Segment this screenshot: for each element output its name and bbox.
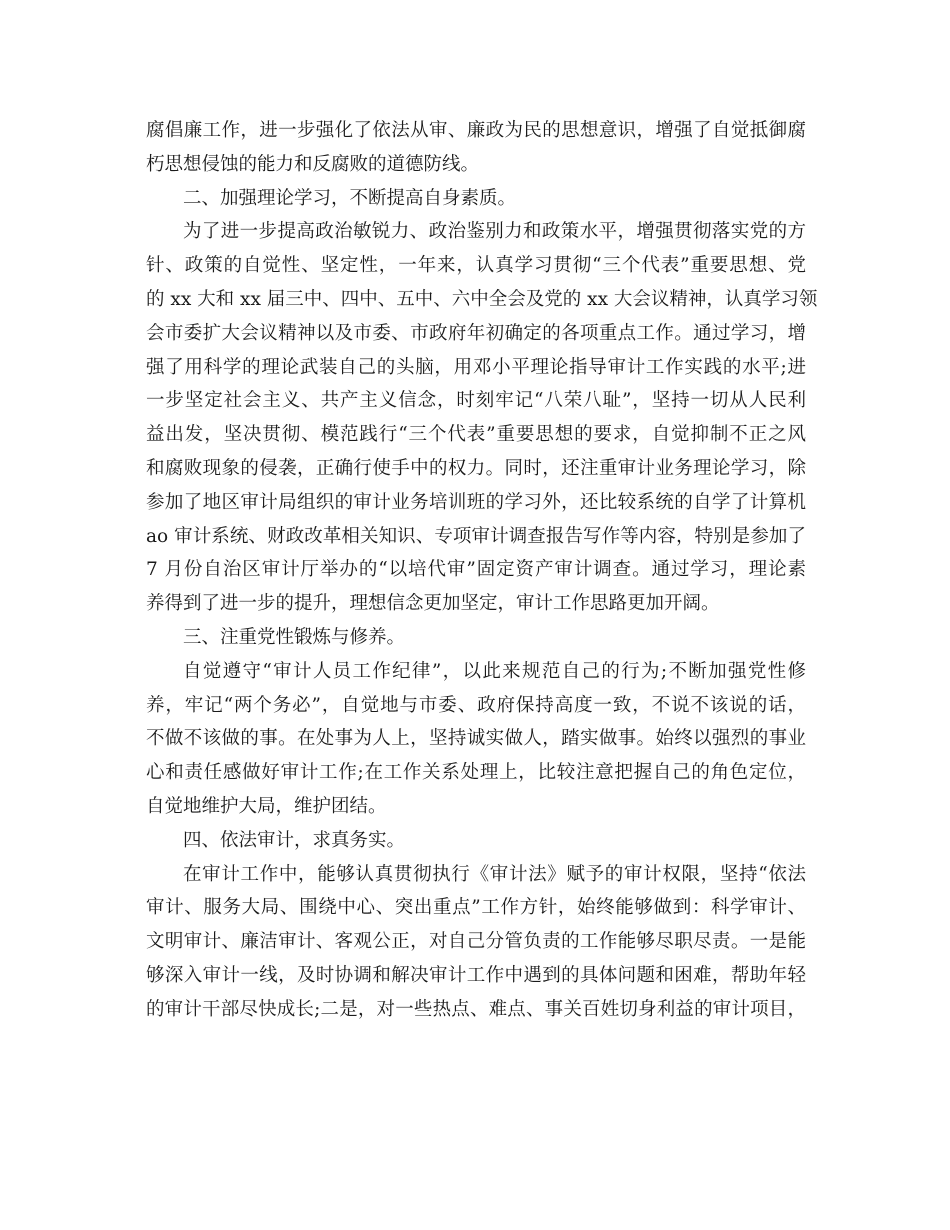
text-line: 一步坚定社会主义、共产主义信念，时刻牢记“八荣八耻”，坚持一切从人民利: [146, 390, 806, 412]
text-line: 不做不该做的事。在处事为人上，坚持诚实做人，踏实做事。始终以强烈的事业: [146, 728, 806, 750]
text-line: 心和责任感做好审计工作;在工作关系处理上，比较注意把握自己的角色定位，: [146, 762, 806, 784]
text-line: 自觉地维护大局，维护团结。: [146, 795, 387, 817]
text-line: ao 审计系统、财政改革相关知识、专项审计调查报告写作等内容，特别是参加了: [146, 525, 806, 547]
text-line: 强了用科学的理论武装自己的头脑，用邓小平理论指导审计工作实践的水平;进: [146, 356, 806, 378]
section-heading: [146, 824, 806, 858]
text-line: 参加了地区审计局组织的审计业务培训班的学习外，还比较系统的自学了计算机: [146, 491, 806, 513]
text-line: 审计、服务大局、围绕中心、突出重点”工作方针，始终能够做到：科学审计、: [146, 897, 806, 919]
text-line: 够深入审计一线，及时协调和解决审计工作中遇到的具体问题和困难，帮助年轻: [146, 964, 806, 986]
text-line: 针、政策的自觉性、坚定性，一年来，认真学习贯彻“三个代表”重要思想、党: [146, 255, 806, 277]
document-body: [146, 114, 818, 1027]
section-heading: [146, 621, 806, 655]
paragraph: [146, 858, 806, 1027]
text-line: 养得到了进一步的提升，理想信念更加坚定，审计工作思路更加开阔。: [146, 593, 720, 615]
section-heading-text: 四、依法审计，求真务实。: [183, 829, 406, 851]
text-line: 自觉遵守“审计人员工作纪律”，以此来规范自己的行为;不断加强党性修: [183, 660, 806, 682]
text-line: 会市委扩大会议精神以及市委、市政府年初确定的各项重点工作。通过学习，增: [146, 322, 806, 344]
text-line: 在审计工作中，能够认真贯彻执行《审计法》赋予的审计权限，坚持“依法: [183, 863, 806, 885]
paragraph: [146, 215, 818, 621]
section-heading-text: 二、加强理论学习，不断提高自身素质。: [183, 187, 517, 209]
text-line: 益出发，坚决贯彻、模范践行“三个代表”重要思想的要求，自觉抑制不正之风: [146, 424, 806, 446]
paragraph: [146, 655, 806, 824]
text-line: 为了进一步提高政治敏锐力、政治鉴别力和政策水平，增强贯彻落实党的方: [183, 221, 806, 243]
text-line: 腐倡廉工作，进一步强化了依法从审、廉政为民的思想意识，增强了自觉抵御腐: [146, 120, 806, 141]
text-line: 的审计干部尽快成长;二是，对一些热点、难点、事关百姓切身利益的审计项目，: [146, 998, 806, 1020]
paragraph: [146, 114, 806, 182]
section-heading: [146, 182, 806, 216]
section-heading-text: 三、注重党性锻炼与修养。: [183, 626, 406, 648]
text-line: 朽思想侵蚀的能力和反腐败的道德防线。: [146, 153, 480, 175]
text-line: 7 月份自治区审计厅举办的“以培代审”固定资产审计调查。通过学习，理论素: [146, 559, 806, 581]
text-line: 的 xx 大和 xx 届三中、四中、五中、六中全会及党的 xx 大会议精神，认真学习领: [146, 288, 818, 310]
text-line: 文明审计、廉洁审计、客观公正，对自己分管负责的工作能够尽职尽责。一是能: [146, 931, 806, 953]
text-line: 和腐败现象的侵袭，正确行使手中的权力。同时，还注重审计业务理论学习，除: [146, 457, 806, 479]
text-line: 养，牢记“两个务必”，自觉地与市委、政府保持高度一致，不说不该说的话，: [146, 694, 806, 716]
